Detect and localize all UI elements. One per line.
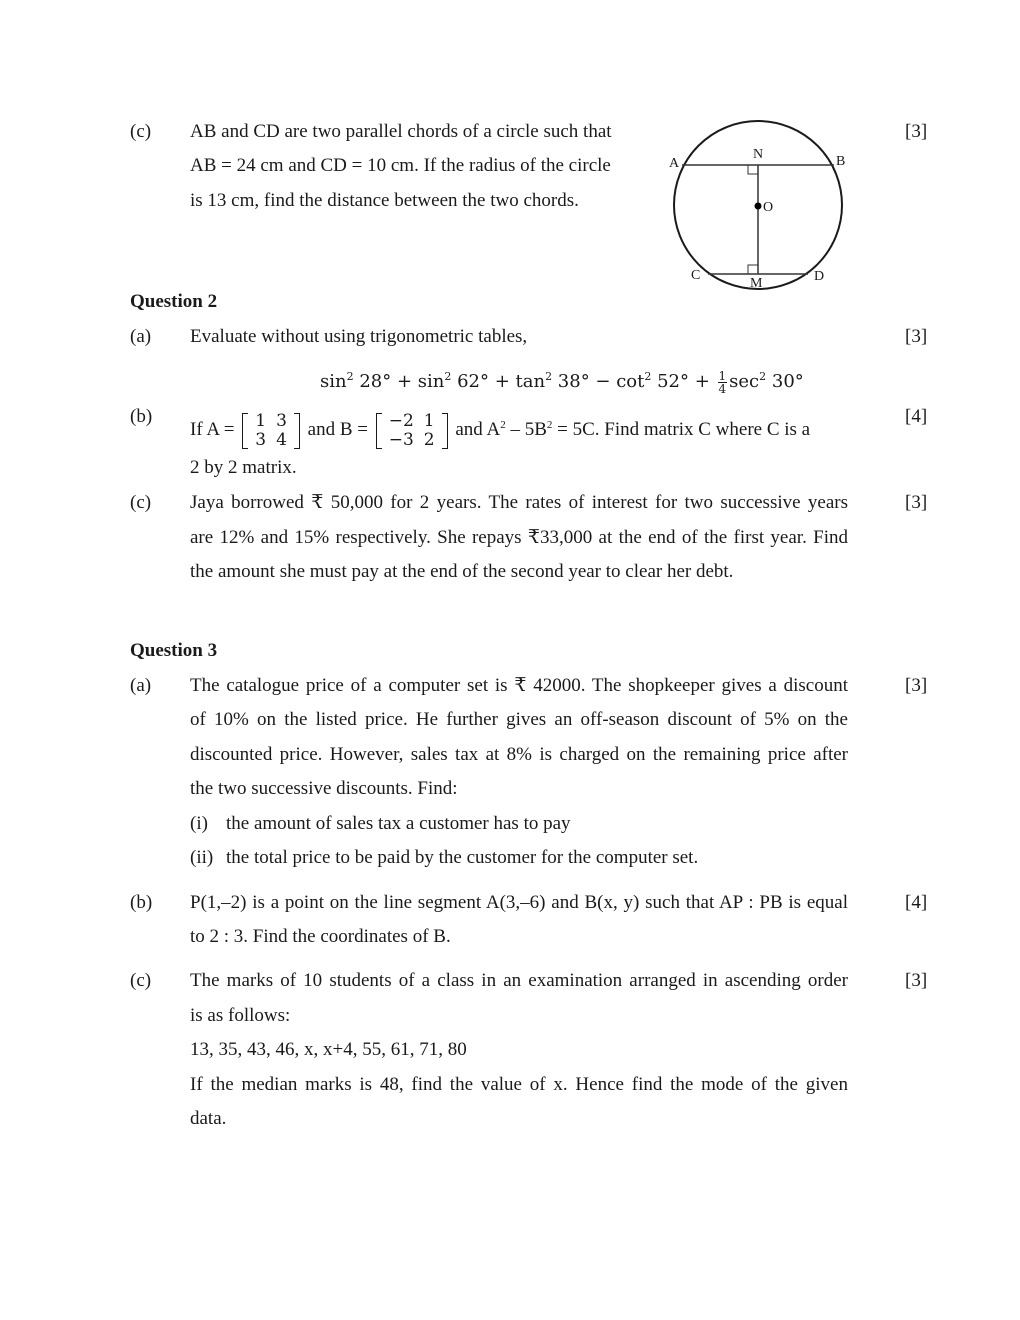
f: sin xyxy=(320,371,347,392)
f: 2 xyxy=(759,370,767,383)
q3b-line: to 2 : 3. Find the coordinates of B. xyxy=(190,926,451,947)
cell: 1 xyxy=(423,410,435,431)
matrix-b xyxy=(376,412,448,450)
right-angle-m xyxy=(748,265,758,274)
q2b-matrix-line xyxy=(190,406,810,450)
cell: 3 xyxy=(255,429,267,450)
cell: 1 xyxy=(255,410,267,431)
label-d: D xyxy=(814,269,825,284)
text: If A = xyxy=(190,419,235,440)
f: 2 xyxy=(545,370,553,383)
cell: −2 xyxy=(388,410,414,431)
f: 38° − cot xyxy=(552,371,645,392)
f: 52° + xyxy=(651,371,716,392)
q3a-sub-label: (i) xyxy=(190,813,208,834)
cell: 3 xyxy=(276,410,287,431)
q1c-line: is 13 cm, find the distance between the two chords. xyxy=(190,190,579,211)
q3c-line: 13, 35, 43, 46, x, x+4, 55, 61, 71, 80 xyxy=(190,1039,467,1060)
text: 2 xyxy=(546,419,553,431)
q3a-line: discounted price. However, sales tax at 8% is charged on the remaining price after xyxy=(190,744,848,765)
q3a-sub-text: the amount of sales tax a customer has to pay xyxy=(226,813,571,834)
q2a-marks: [3] xyxy=(905,326,928,347)
text: and B = xyxy=(307,419,368,440)
numerator: 1 xyxy=(718,368,727,383)
f: 62° + tan xyxy=(451,371,546,392)
q3c-marks: [3] xyxy=(905,970,928,991)
cell: −3 xyxy=(388,429,414,450)
label-n: N xyxy=(753,147,764,162)
q2c-line: Jaya borrowed ₹ 50,000 for 2 years. The rates of interest for two successive years xyxy=(190,492,848,513)
q2c-label: (c) xyxy=(130,492,152,513)
q3a-line: The catalogue price of a computer set is ₹ 42000. The shopkeeper gives a discount xyxy=(190,675,848,696)
text: 2 xyxy=(500,419,506,431)
cell: 4 xyxy=(276,429,287,450)
q2b-line: 2 by 2 matrix. xyxy=(190,457,297,478)
f: 28° + sin xyxy=(353,371,445,392)
q3c-line: is as follows: xyxy=(190,1005,291,1026)
label-b: B xyxy=(836,154,846,169)
q3c-line: If the median marks is 48, find the value of x. Hence find the mode of the given xyxy=(190,1074,848,1095)
q1c-marks: [3] xyxy=(905,121,928,142)
denominator: 4 xyxy=(718,381,727,396)
q3c-line: data. xyxy=(190,1108,227,1129)
text: and A xyxy=(455,419,501,440)
f: 2 xyxy=(346,370,354,383)
right-angle-n xyxy=(748,165,758,174)
center-point xyxy=(755,203,762,210)
label-o: O xyxy=(763,200,774,215)
question-3-heading: Question 3 xyxy=(130,640,218,661)
q2c-marks: [3] xyxy=(905,492,928,513)
text: = 5C. Find matrix C where C is a xyxy=(552,419,811,440)
q2c-line: the amount she must pay at the end of the second year to clear her debt. xyxy=(190,561,734,582)
q1c-line: AB = 24 cm and CD = 10 cm. If the radius of the circle xyxy=(190,155,611,176)
matrix-a xyxy=(242,412,300,450)
q2c-line: are 12% and 15% respectively. She repays ₹33,000 at the end of the first year. Find xyxy=(190,527,848,548)
q3a-line: of 10% on the listed price. He further gives an off-season discount of 5% on the xyxy=(190,709,848,730)
f: 2 xyxy=(444,370,452,383)
f: 2 xyxy=(644,370,652,383)
q2b-marks: [4] xyxy=(905,406,928,427)
q3a-sub-label: (ii) xyxy=(190,847,214,868)
q3a-marks: [3] xyxy=(905,675,928,696)
text: – 5B xyxy=(505,419,547,440)
fraction xyxy=(718,370,728,395)
q1c-line: AB and CD are two parallel chords of a circle such that xyxy=(190,121,612,142)
q3c-label: (c) xyxy=(130,970,152,991)
f: 30° xyxy=(766,371,804,392)
q3c-line: The marks of 10 students of a class in an examination arranged in ascending order xyxy=(190,970,848,991)
q2a-line: Evaluate without using trigonometric tables, xyxy=(190,326,528,347)
q3a-line: the two successive discounts. Find: xyxy=(190,778,458,799)
q3b-marks: [4] xyxy=(905,892,928,913)
trig-expression xyxy=(320,364,804,395)
q3b-line: P(1,–2) is a point on the line segment A(3,–6) and B(x, y) such that AP : PB is equal xyxy=(190,892,848,913)
label-a: A xyxy=(669,156,680,171)
q1c-label: (c) xyxy=(130,121,152,142)
q3a-sub-text: the total price to be paid by the customer for the computer set. xyxy=(226,847,699,868)
q3a-label: (a) xyxy=(130,675,152,696)
q2b-label: (b) xyxy=(130,406,153,427)
q2a-label: (a) xyxy=(130,326,152,347)
f: sec xyxy=(729,371,760,392)
circle-chords-figure xyxy=(660,110,860,300)
label-m: M xyxy=(750,276,763,291)
label-c: C xyxy=(691,268,701,283)
cell: 2 xyxy=(423,429,435,450)
q3b-label: (b) xyxy=(130,892,153,913)
question-2-heading: Question 2 xyxy=(130,291,218,312)
